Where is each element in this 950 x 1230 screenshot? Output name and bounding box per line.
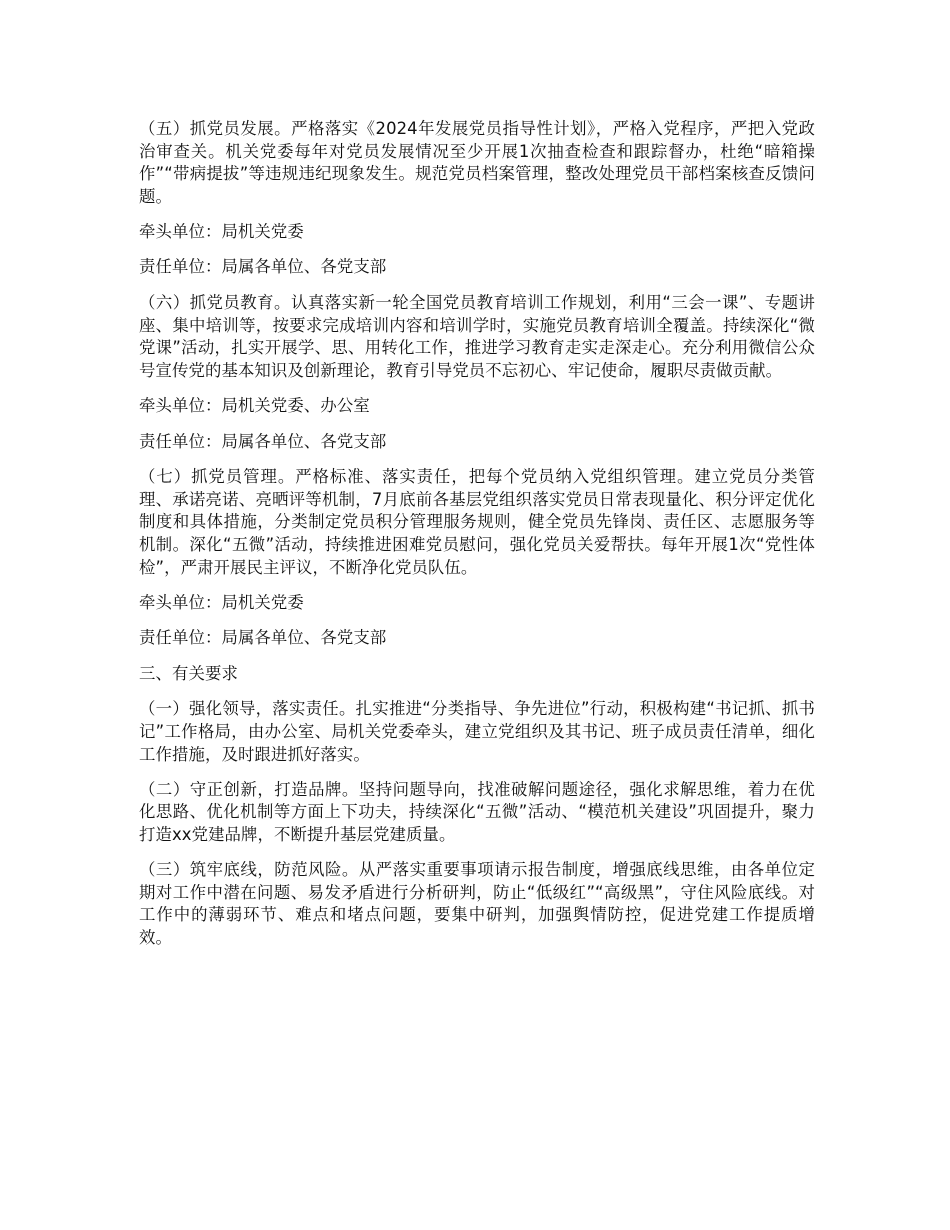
lead-unit-label: 牵头单位：局机关党委: [139, 221, 304, 241]
document-page: [139, 118, 815, 962]
responsible-unit-label: 责任单位：局属各单位、各党支部: [139, 257, 387, 277]
paragraph-party-member-development: （五）抓党员发展。严格落实《2024年发展党员指导性计划》，严格入党程序，严把入党政治审查关。机关党委每年对党员发展情况至少开展1次抽查检查和跟踪督办，杜绝“暗箱操作”“带病提拔”等违规违纪现象发生。规范党员档案管理，整改处理党员干部档案核查反馈问题。: [139, 119, 815, 206]
lead-unit-label: 牵头单位：局机关党委、办公室: [139, 395, 370, 415]
section-heading: 三、有关要求: [139, 663, 238, 683]
responsible-unit-label: 责任单位：局属各单位、各党支部: [139, 628, 387, 648]
paragraph-requirement-leadership: （一）强化领导，落实责任。扎实推进“分类指导、争先进位”行动，积极构建“书记抓、抓书记”工作格局，由办公室、局机关党委牵头，建立党组织及其书记、班子成员责任清单，细化工作措施，及时跟进抓好落实。: [139, 699, 815, 764]
responsible-unit-label: 责任单位：局属各单位、各党支部: [139, 431, 387, 451]
paragraph-party-member-education: （六）抓党员教育。认真落实新一轮全国党员教育培训工作规划，利用“三会一课”、专题讲座、集中培训等，按要求完成培训内容和培训学时，实施党员教育培训全覆盖。持续深化“微党课”活动，扎实开展学、思、用转化工作，推进学习教育走实走深走心。充分利用微信公众号宣传党的基本知识及创新理论，教育引导党员不忘初心、牢记使命，履职尽责做贡献。: [139, 293, 815, 380]
paragraph-requirement-innovation: （二）守正创新，打造品牌。坚持问题导向，找准破解问题途径，强化求解思维，着力在优化思路、优化机制等方面上下功夫，持续深化“五微”活动、“模范机关建设”巩固提升，聚力打造xx党建品牌，不断提升基层党建质量。: [139, 779, 815, 844]
lead-unit-label: 牵头单位：局机关党委: [139, 592, 304, 612]
paragraph-party-member-management: （七）抓党员管理。严格标准、落实责任，把每个党员纳入党组织管理。建立党员分类管理、承诺亮诺、亮晒评等机制，7月底前各基层党组织落实党员日常表现量化、积分评定优化制度和具体措施，分类制定党员积分管理服务规则，健全党员先锋岗、责任区、志愿服务等机制。深化“五微”活动，持续推进困难党员慰问，强化党员关爱帮扶。每年开展1次“党性体检”，严肃开展民主评议，不断净化党员队伍。: [139, 467, 815, 577]
paragraph-requirement-risk: （三）筑牢底线，防范风险。从严落实重要事项请示报告制度，增强底线思维，由各单位定期对工作中潜在问题、易发矛盾进行分析研判，防止“低级红”“高级黑”，守住风险底线。对工作中的薄弱环节、难点和堵点问题，要集中研判，加强舆情防控，促进党建工作提质增效。: [139, 859, 815, 947]
